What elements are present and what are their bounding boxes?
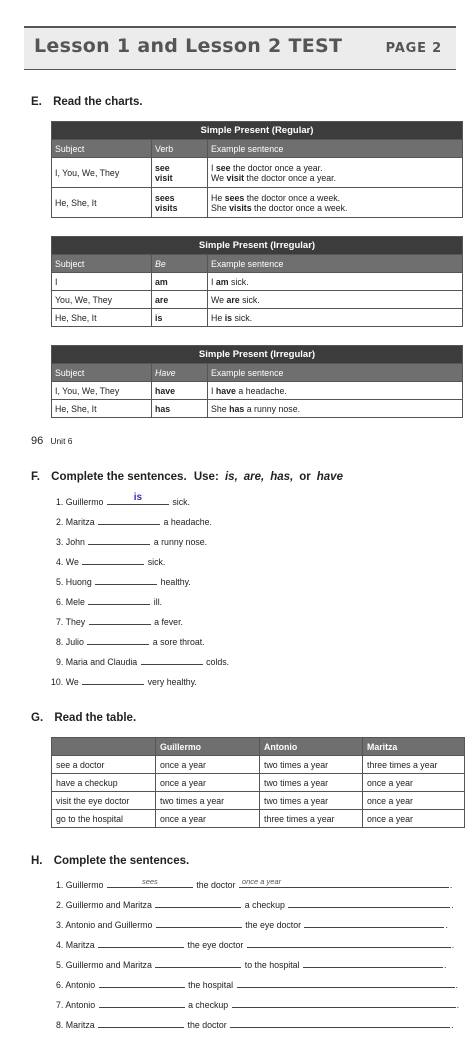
table-row	[52, 309, 463, 327]
answer-blank[interactable]	[99, 999, 185, 1008]
chart-caption: Simple Present (Regular)	[52, 122, 463, 140]
chart-simple-present-be	[51, 236, 463, 327]
col-header: Example sentence	[208, 140, 463, 158]
list-item: 1. Guillermo sees the doctor once a year .	[56, 877, 453, 890]
col-header: Subject	[52, 255, 152, 273]
list-item: 2. Guillermo and Maritza a checkup .	[56, 900, 454, 910]
example-cell: I have a headache.	[208, 382, 463, 400]
list-item: 6. Antonio the hospital .	[56, 980, 458, 990]
list-item: 7. They a fever.	[56, 617, 183, 627]
answer-blank[interactable]	[88, 596, 150, 605]
frequency-table	[51, 737, 465, 828]
subject-cell: He, She, It	[52, 400, 152, 418]
section-instruction: Read the charts.	[53, 96, 143, 108]
subject-cell: You, We, They	[52, 291, 152, 309]
example-cell: He sees the doctor once a week. She visits the doctor once a week.	[208, 188, 463, 218]
table-row	[52, 382, 463, 400]
col-header: Verb	[152, 140, 208, 158]
section-h-heading	[31, 855, 189, 867]
table-row	[52, 158, 463, 188]
col-header: Example sentence	[208, 255, 463, 273]
section-instruction: Complete the sentences.	[53, 855, 190, 867]
subject-cell: He, She, It	[52, 188, 152, 218]
section-instruction: Read the table.	[54, 712, 137, 724]
answer-blank[interactable]	[98, 516, 160, 525]
answer-blank[interactable]	[155, 959, 241, 968]
page-label: PAGE 2	[385, 41, 442, 56]
answer-blank[interactable]	[99, 979, 185, 988]
example-cell: We are sick.	[208, 291, 463, 309]
example-cell: He is sick.	[208, 309, 463, 327]
col-header: Have	[152, 364, 208, 382]
table-row	[52, 188, 463, 218]
col-header: Subject	[52, 364, 152, 382]
table-cell: two times a year	[260, 756, 363, 774]
answer-blank[interactable]	[304, 919, 444, 928]
chart-caption: Simple Present (Irregular)	[52, 237, 463, 255]
answer-blank[interactable]: is	[107, 496, 169, 505]
table-row	[52, 756, 465, 774]
table-cell: two times a year	[260, 774, 363, 792]
col-header: Antonio	[260, 738, 363, 756]
unit-label: Unit 6	[50, 436, 73, 446]
section-letter: E.	[31, 96, 42, 108]
col-header: Be	[152, 255, 208, 273]
verb-cell: are	[152, 291, 208, 309]
example-cell: She has a runny nose.	[208, 400, 463, 418]
table-cell: three times a year	[260, 810, 363, 828]
list-item: 9. Maria and Claudia colds.	[56, 657, 230, 667]
answer-blank[interactable]	[247, 939, 451, 948]
answer-blank[interactable]	[88, 536, 150, 545]
example-cell: I am sick.	[208, 273, 463, 291]
table-cell: visit the eye doctor	[52, 792, 156, 810]
test-title: Lesson 1 and Lesson 2 TEST	[34, 35, 343, 57]
col-header	[52, 738, 156, 756]
list-item: 4. Maritza the eye doctor .	[56, 940, 455, 950]
list-item: 3. Antonio and Guillermo the eye doctor .	[56, 920, 448, 930]
list-item: 3. John a runny nose.	[56, 537, 208, 547]
section-letter: F.	[31, 471, 40, 483]
verb-cell: am	[152, 273, 208, 291]
answer-blank[interactable]	[82, 556, 144, 565]
list-item: 7. Antonio a checkup .	[56, 1000, 460, 1010]
col-header: Example sentence	[208, 364, 463, 382]
verb-cell: has	[152, 400, 208, 418]
col-header: Guillermo	[156, 738, 260, 756]
verb-cell: see visit	[152, 158, 208, 188]
list-item: 10. We very healthy.	[51, 677, 197, 687]
list-item: 5. Guillermo and Maritza to the hospital .	[56, 960, 447, 970]
answer-blank[interactable]	[303, 959, 443, 968]
table-cell: two times a year	[260, 792, 363, 810]
col-header: Maritza	[363, 738, 465, 756]
answer-blank[interactable]	[237, 979, 455, 988]
table-row	[52, 774, 465, 792]
section-g-heading	[31, 712, 136, 724]
table-cell: have a checkup	[52, 774, 156, 792]
table-cell: once a year	[156, 774, 260, 792]
section-letter: H.	[31, 855, 43, 867]
section-e-heading	[31, 96, 143, 108]
answer-blank[interactable]	[141, 656, 203, 665]
verb-cell: is	[152, 309, 208, 327]
answer-blank[interactable]	[156, 919, 242, 928]
table-cell: go to the hospital	[52, 810, 156, 828]
answer-blank[interactable]	[87, 636, 149, 645]
list-item: 1. Guillermo is sick.	[56, 492, 190, 507]
subject-cell: He, She, It	[52, 309, 152, 327]
list-item: 8. Julio a sore throat.	[56, 637, 205, 647]
table-cell: see a doctor	[52, 756, 156, 774]
table-row	[52, 291, 463, 309]
chart-simple-present-have	[51, 345, 463, 418]
table-row	[52, 273, 463, 291]
chart-caption: Simple Present (Irregular)	[52, 346, 463, 364]
table-row	[52, 810, 465, 828]
section-f-heading	[31, 471, 346, 483]
answer-blank[interactable]: once a year	[239, 879, 449, 888]
section-instruction: Complete the sentences.	[51, 471, 187, 483]
word-bank: Use: is, are, has, or have	[193, 471, 343, 483]
answer-blank[interactable]	[89, 616, 151, 625]
chart-simple-present-regular	[51, 121, 463, 218]
col-header: Subject	[52, 140, 152, 158]
answer-blank[interactable]	[155, 899, 241, 908]
list-item: 8. Maritza the doctor .	[56, 1020, 454, 1030]
subject-cell: I, You, We, They	[52, 158, 152, 188]
list-item: 2. Maritza a headache.	[56, 517, 212, 527]
answer-blank[interactable]	[95, 576, 157, 585]
verb-cell: have	[152, 382, 208, 400]
answer-blank[interactable]	[82, 676, 144, 685]
answer-blank[interactable]	[288, 899, 450, 908]
list-item: 4. We sick.	[56, 557, 166, 567]
table-cell: once a year	[363, 792, 465, 810]
page-footer	[31, 435, 73, 447]
section-letter: G.	[31, 712, 44, 724]
table-row	[52, 400, 463, 418]
table-cell: once a year	[156, 756, 260, 774]
example-cell: I see the doctor once a year. We visit the doctor once a year.	[208, 158, 463, 188]
answer-blank[interactable]	[98, 1019, 184, 1028]
table-cell: once a year	[156, 810, 260, 828]
answer-blank[interactable]	[232, 999, 456, 1008]
page-number: 96	[31, 435, 44, 447]
answer-blank[interactable]	[230, 1019, 450, 1028]
list-item: 5. Huong healthy.	[56, 577, 191, 587]
answer-blank[interactable]	[98, 939, 184, 948]
subject-cell: I	[52, 273, 152, 291]
table-cell: three times a year	[363, 756, 465, 774]
list-item: 6. Mele ill.	[56, 597, 163, 607]
table-cell: two times a year	[156, 792, 260, 810]
table-cell: once a year	[363, 774, 465, 792]
subject-cell: I, You, We, They	[52, 382, 152, 400]
test-header	[24, 26, 456, 70]
table-row	[52, 792, 465, 810]
verb-cell: sees visits	[152, 188, 208, 218]
table-cell: once a year	[363, 810, 465, 828]
answer-blank[interactable]: sees	[107, 879, 193, 888]
